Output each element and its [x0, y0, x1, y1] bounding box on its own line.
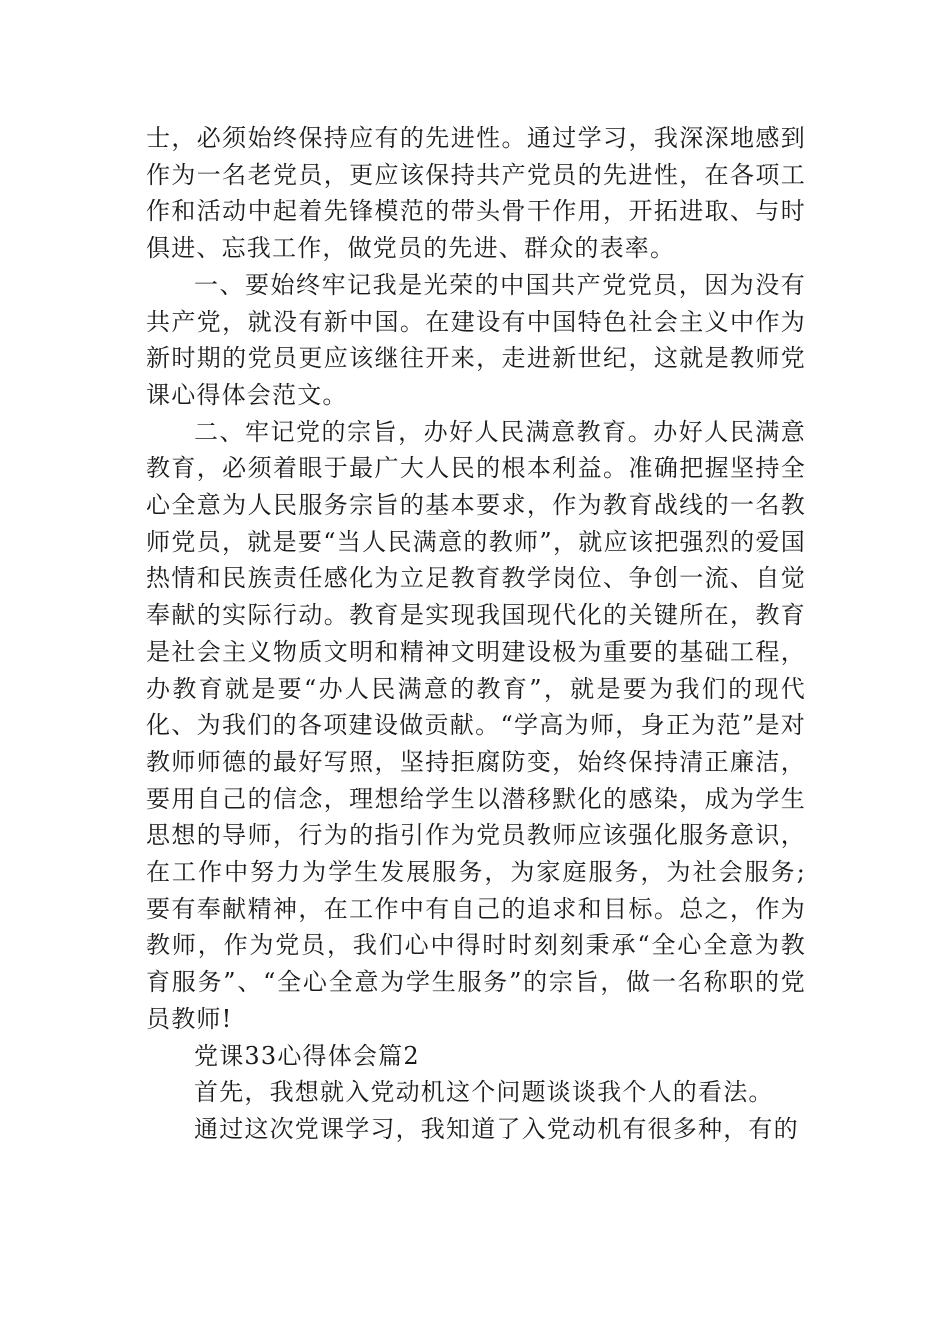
- paragraph-point-two: 二、牢记党的宗旨，办好人民满意教育。办好人民满意教育，必须着眼于最广大人民的根本利益。准确把握坚持全心全意为人民服务宗旨的基本要求，作为教育战线的一名教师党员，就是要“当人民满意的教师”，就应该把强烈的爱国热情和民族责任感化为立足教育教学岗位、争创一流、自觉奉献的实际行动。教育是实现我国现代化的关键所在，教育是社会主义物质文明和精神文明建设极为重要的基础工程，办教育就是要“办人民满意的教育”，就是要为我们的现代化、为我们的各项建设做贡献。“学高为师，身正为范”是对教师师德的最好写照，坚持拒腐防变，始终保持清正廉洁，要用自己的信念，理想给学生以潜移默化的感染，成为学生思想的导师，行为的指引作为党员教师应该强化服务意识，在工作中努力为学生发展服务，为家庭服务，为社会服务;要有奉献精神，在工作中有自己的追求和目标。总之，作为教师，作为党员，我们心中得时时刻刻秉承“全心全意为教育服务”、“全心全意为学生服务”的宗旨，做一名称职的党员教师!: [146, 417, 806, 1033]
- paragraph-intro: 首先，我想就入党动机这个问题谈谈我个人的看法。: [194, 1078, 774, 1107]
- paragraph-continuation: 士，必须始终保持应有的先进性。通过学习，我深深地感到作为一名老党员，更应该保持共产党员的先进性，在各项工作和活动中起着先锋模范的带头骨干作用，开拓进取、与时俱进、忘我工作，做党员的先进、群众的表率。: [146, 124, 806, 263]
- section-heading: 党课33心得体会篇2: [194, 1041, 420, 1070]
- paragraph-trailing: 通过这次党课学习，我知道了入党动机有很多种，有的: [194, 1114, 799, 1143]
- paragraph-point-one: 一、要始终牢记我是光荣的中国共产党党员，因为没有共产党，就没有新中国。在建设有中国特色社会主义中作为新时期的党员更应该继往开来，走进新世纪，这就是教师党课心得体会范文。: [146, 270, 806, 409]
- document-body: [146, 120, 806, 1148]
